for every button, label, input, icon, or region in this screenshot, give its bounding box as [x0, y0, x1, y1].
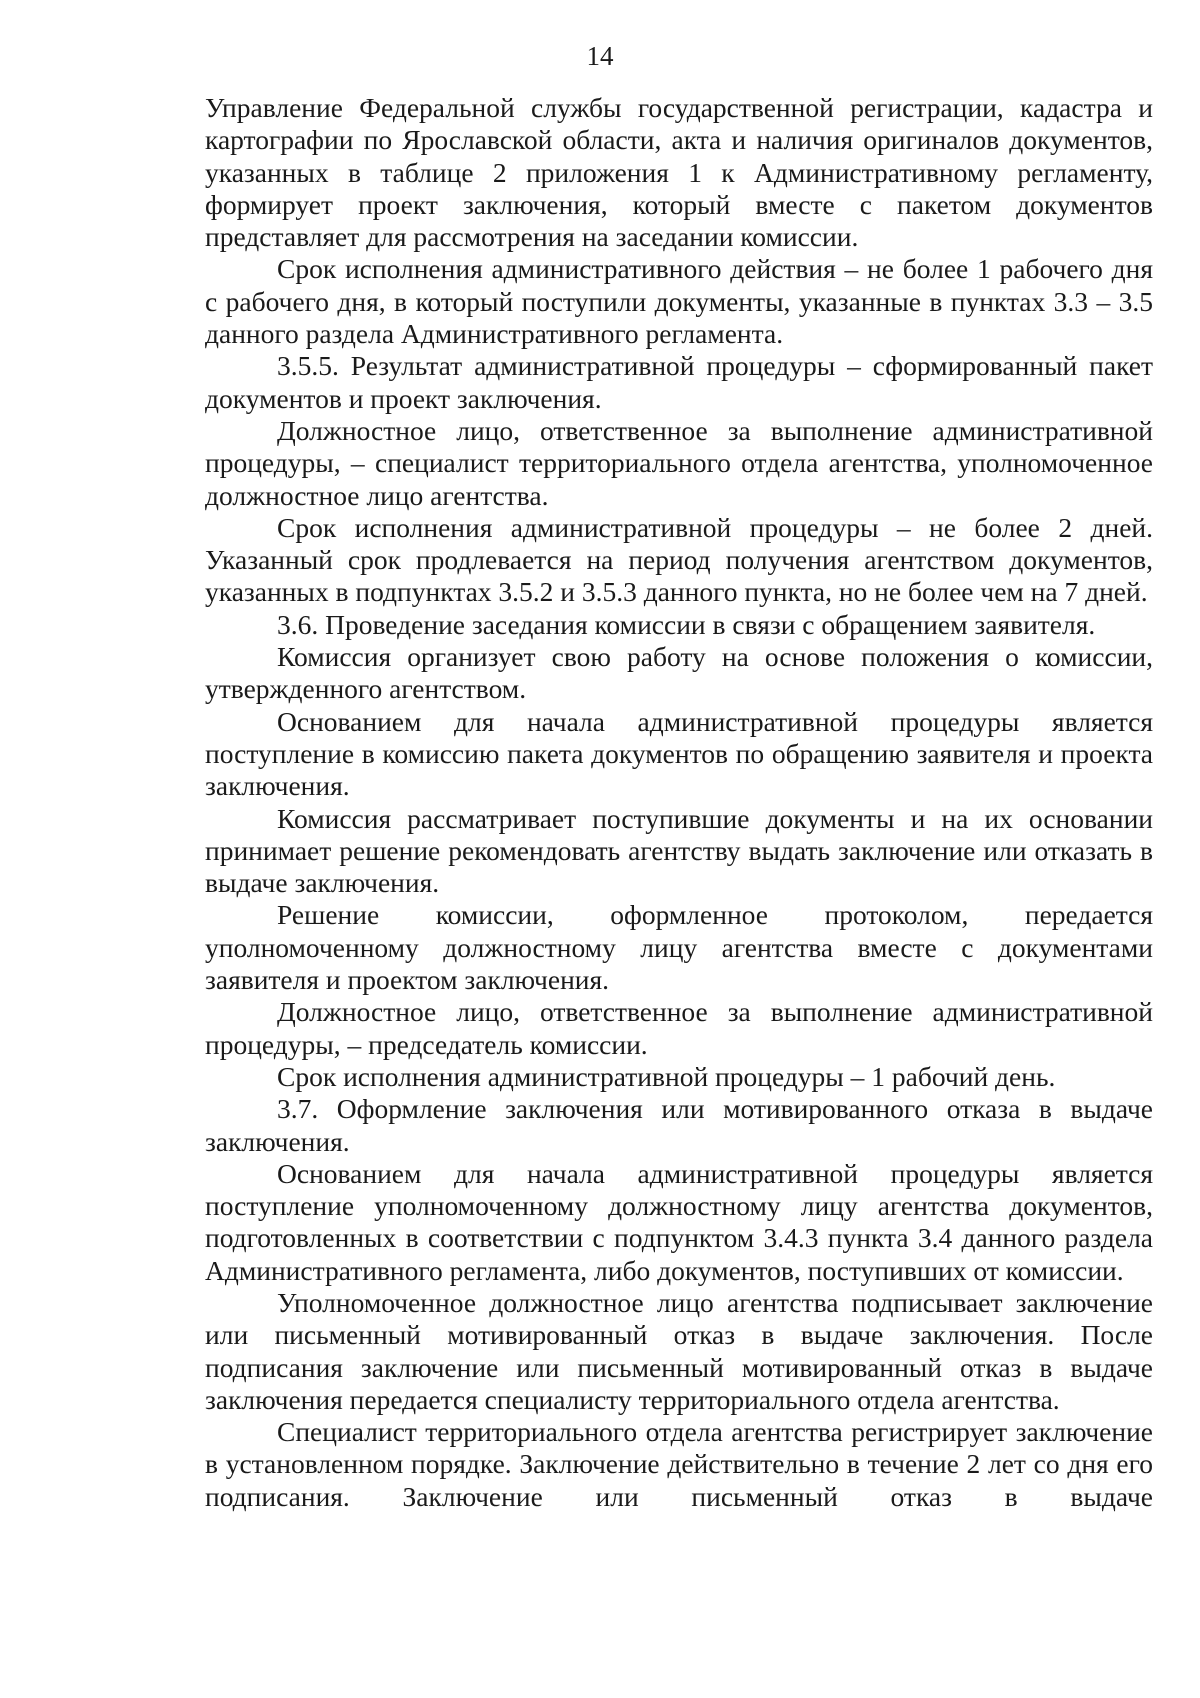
page-number: 14 [586, 41, 614, 71]
paragraph: Срок исполнения административного действия – не более 1 рабочего дня с рабочего дня, в который поступили документы, указанные в пунктах 3.3 – 3.5 данного раздела Административного регламента. [205, 253, 1153, 350]
paragraph: Должностное лицо, ответственное за выполнение административной процедуры, – специалист территориального отдела агентства, уполномоченное должностное лицо агентства. [205, 414, 1153, 511]
paragraph: 3.6. Проведение заседания комиссии в связи с обращением заявителя. [277, 608, 1096, 640]
paragraph: Основанием для начала административной процедуры является поступление в комиссию пакета документов по обращению заявителя и проекта заключения. [205, 705, 1153, 802]
paragraph: Срок исполнения административной процедуры – 1 рабочий день. [277, 1060, 1056, 1092]
paragraph: Управление Федеральной службы государственной регистрации, кадастра и картографии по Ярославской области, акта и наличия оригиналов документов, указанных в таблице 2 приложения 1 к Административному регламенту, формирует проект заключения, который вместе с пакетом документов представляет для рассмотрения на заседании комиссии. [205, 92, 1153, 253]
paragraph: Основанием для начала административной процедуры является поступление уполномоченному должностному лицу агентства документов, подготовленных в соответствии с подпунктом 3.4.3 пункта 3.4 данного раздела Административного регламента, либо документов, поступивших от комиссии. [205, 1157, 1153, 1286]
paragraph: Срок исполнения административной процедуры – не более 2 дней. Указанный срок продлевается на период получения агентством документов, указанных в подпунктах 3.5.2 и 3.5.3 данного пункта, но не более чем на 7 дней. [205, 511, 1153, 608]
document-body [205, 92, 1153, 1513]
paragraph: Комиссия организует свою работу на основе положения о комиссии, утвержденного агентством. [205, 641, 1153, 705]
paragraph: 3.7. Оформление заключения или мотивированного отказа в выдаче заключения. [205, 1093, 1153, 1157]
paragraph: Специалист территориального отдела агентства регистрирует заключение в установленном порядке. Заключение действительно в течение 2 лет со дня его подписания. Заключение или письменный отказ в выдаче [205, 1416, 1153, 1512]
paragraph: Решение комиссии, оформленное протоколом, передается уполномоченному должностному лицу агентства вместе с документами заявителя и проектом заключения. [205, 899, 1153, 996]
paragraph: Должностное лицо, ответственное за выполнение административной процедуры, – председатель комиссии. [205, 996, 1153, 1060]
paragraph: Уполномоченное должностное лицо агентства подписывает заключение или письменный мотивированный отказ в выдаче заключения. После подписания заключение или письменный мотивированный отказ в выдаче заключения передается специалисту территориального отдела агентства. [205, 1286, 1153, 1415]
paragraph: Комиссия рассматривает поступившие документы и на их основании принимает решение рекомендовать агентству выдать заключение или отказать в выдаче заключения. [205, 802, 1153, 899]
paragraph: 3.5.5. Результат административной процедуры – сформированный пакет документов и проект заключения. [205, 350, 1153, 414]
